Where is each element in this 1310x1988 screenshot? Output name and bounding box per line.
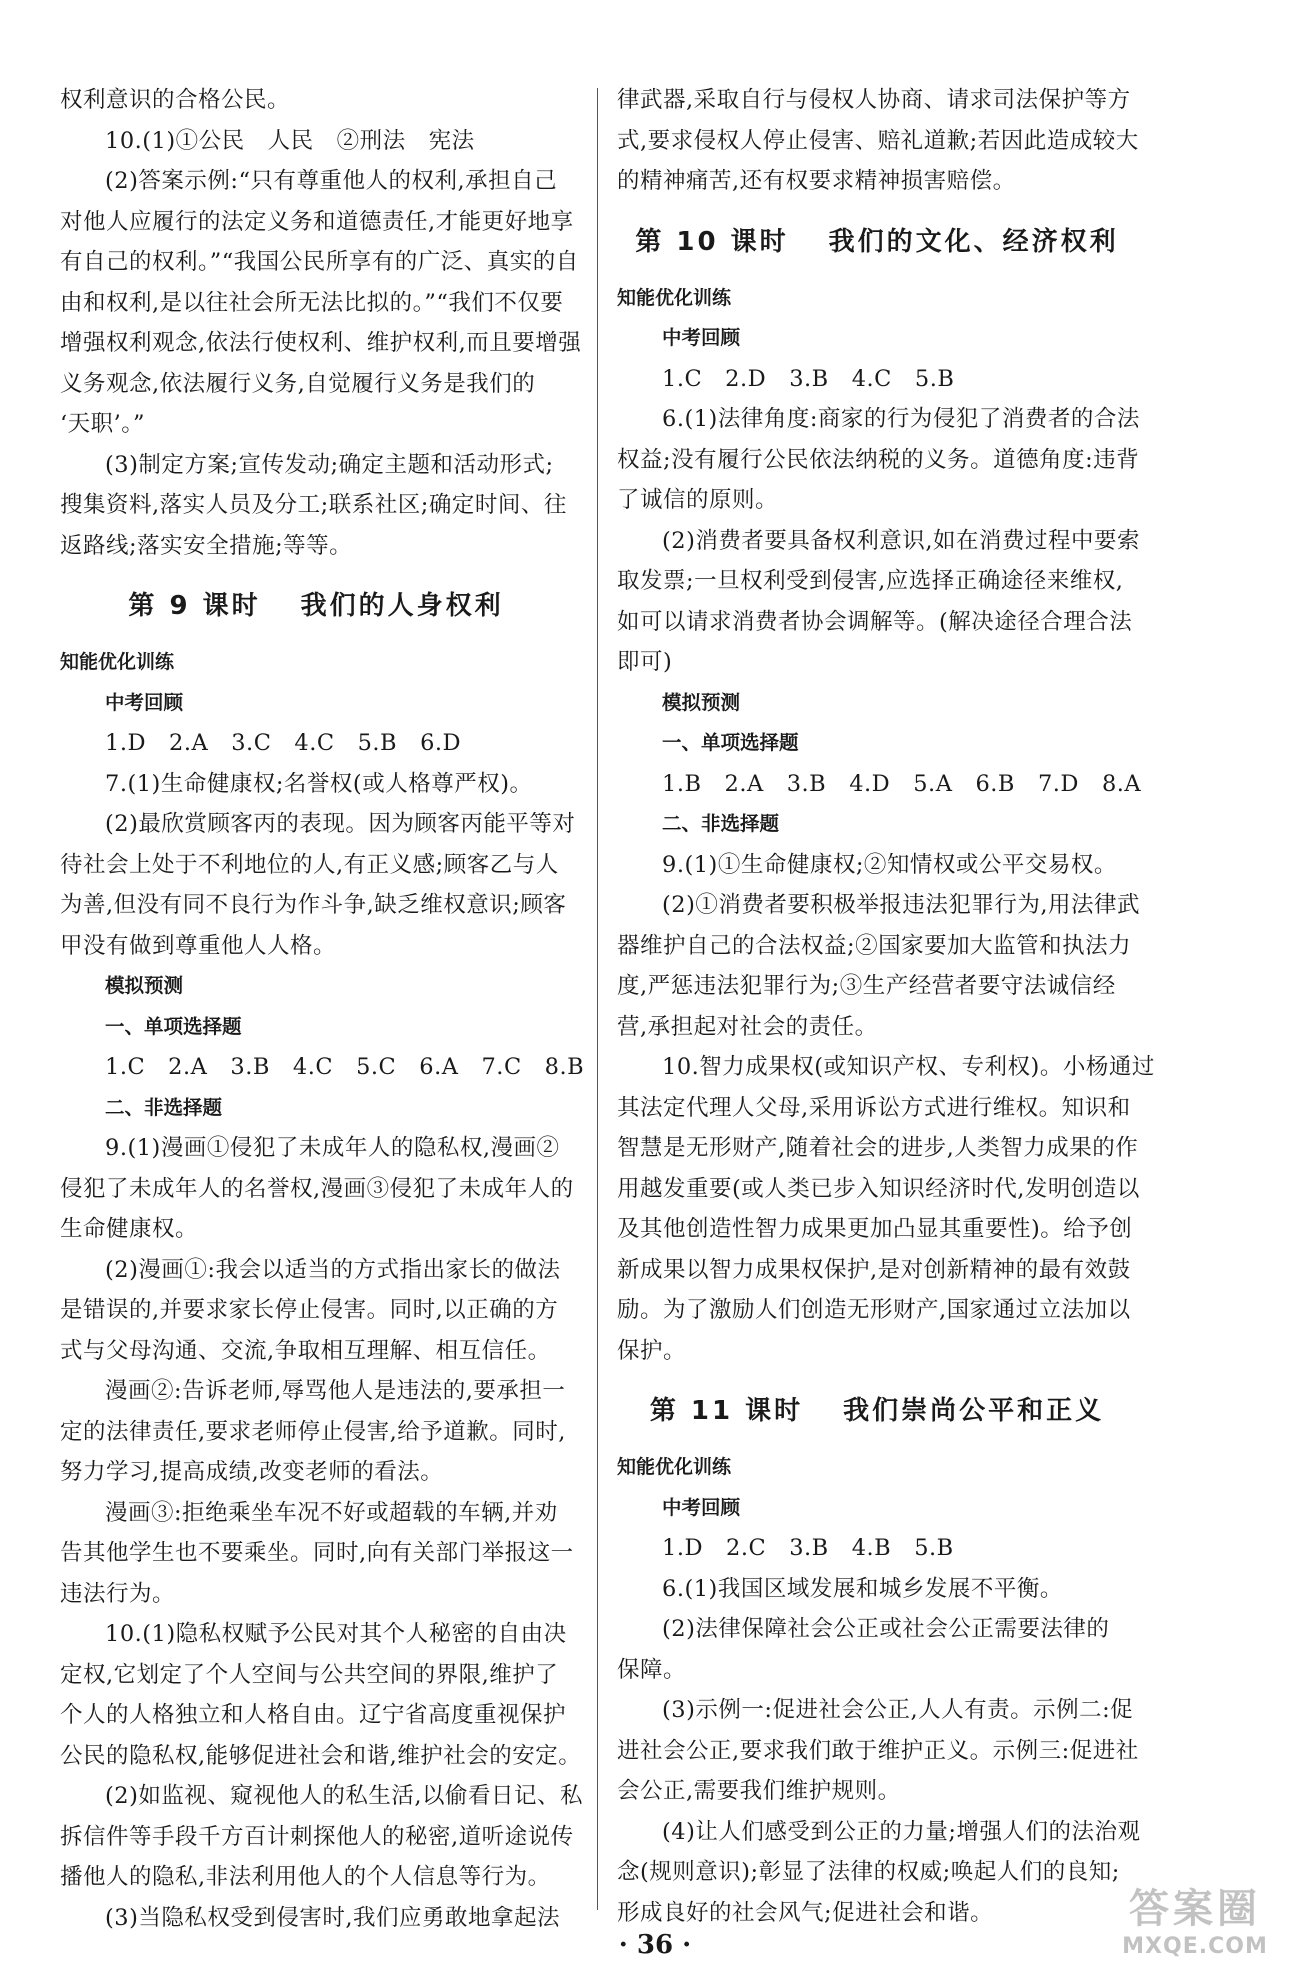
answer-line: (2)法律保障社会公正或社会公正需要法律的	[662, 1616, 1110, 1642]
answer-line: 1.D 2.A 3.C 4.C 5.B 6.D	[105, 730, 462, 756]
answer-line: 告其他学生也不要乘坐。同时,向有关部门举报这一	[60, 1540, 574, 1566]
answer-line: 10.智力成果权(或知识产权、专利权)。小杨通过	[662, 1054, 1155, 1080]
answer-line: (2)漫画①:我会以适当的方式指出家长的做法	[105, 1256, 561, 1283]
lesson-11-name: 我们崇尚公平和正义	[843, 1396, 1105, 1426]
answer-line: 待社会上处于不利地位的人,有正义感;顾客乙与人	[60, 851, 559, 878]
answer-line: 新成果以智力成果权保护,是对创新精神的最有效鼓	[617, 1256, 1131, 1283]
lesson-10-title	[617, 214, 1137, 270]
left-column	[60, 80, 585, 1938]
answer-line: 定的法律责任,要求老师停止侵害,给予道歉。同时,	[60, 1418, 566, 1445]
answer-line: 9.(1)①生命健康权;②知情权或公平交易权。	[662, 851, 1117, 878]
answer-line: 形成良好的社会风气;促进社会和谐。	[617, 1899, 994, 1926]
section-label: 知能优化训练	[617, 286, 732, 309]
answer-line: 及其他创造性智力成果更加凸显其重要性)。给予创	[617, 1216, 1133, 1242]
answer-line: 取发票;一旦权利受到侵害,应选择正确途径来维权,	[617, 568, 1124, 594]
answer-line: (3)示例一:促进社会公正,人人有责。示例二:促	[662, 1697, 1134, 1723]
answer-line: 生命健康权。	[60, 1216, 199, 1242]
right-column	[617, 80, 1155, 1933]
answer-line: 违法行为。	[60, 1580, 176, 1607]
answer-line: (2)如监视、窥视他人的私生活,以偷看日记、私	[105, 1783, 584, 1809]
non-choice-label: 二、非选择题	[105, 1095, 223, 1119]
answer-line: 10.(1)隐私权赋予公民对其个人秘密的自由决	[105, 1621, 567, 1647]
text-line: (3)制定方案;宣传发动;确定主题和活动形式;	[105, 451, 554, 478]
text-line: 有自己的权利。”“我国公民所享有的广泛、真实的自	[60, 249, 579, 275]
lesson-9-number: 第 9 课时	[128, 591, 261, 621]
answer-line: (4)让人们感受到公正的力量;增强人们的法治观	[662, 1818, 1141, 1845]
lesson-11-number: 第 11 课时	[649, 1396, 804, 1426]
answer-line: 定权,它划定了个人空间与公共空间的界限,维护了	[60, 1661, 559, 1688]
text-line: 式,要求侵权人停止侵害、赔礼道歉;若因此造成较大	[617, 127, 1139, 154]
answer-line: 6.(1)法律角度:商家的行为侵犯了消费者的合法	[662, 406, 1140, 432]
answer-line: 会公正,需要我们维护规则。	[617, 1778, 901, 1804]
answer-line: 1.C 2.D 3.B 4.C 5.B	[662, 365, 955, 392]
answer-line: 念(规则意识);彰显了法律的权威;唤起人们的良知;	[617, 1859, 1120, 1885]
site-watermark	[1100, 1884, 1290, 1970]
non-choice-label: 二、非选择题	[662, 812, 780, 835]
answer-line: 1.D 2.C 3.B 4.B 5.B	[662, 1535, 954, 1561]
answer-line: 进社会公正,要求我们敢于维护正义。示例三:促进社	[617, 1737, 1139, 1764]
column-divider	[597, 88, 598, 1910]
answer-line: (2)消费者要具备权利意识,如在消费过程中要索	[662, 527, 1141, 554]
lesson-9-name: 我们的人身权利	[300, 591, 504, 621]
answer-line: 即可)	[617, 649, 673, 675]
answer-line: 如可以请求消费者协会调解等。(解决途径合理合法	[617, 608, 1133, 635]
answer-line: 努力学习,提高成绩,改变老师的看法。	[60, 1459, 444, 1485]
answer-line: 7.(1)生命健康权;名誉权(或人格尊严权)。	[105, 770, 533, 797]
answer-line: 是错误的,并要求家长停止侵害。同时,以正确的方	[60, 1297, 559, 1323]
answer-line: 侵犯了未成年人的名誉权,漫画③侵犯了未成年人的	[60, 1175, 574, 1202]
lesson-11-title	[617, 1383, 1137, 1439]
single-choice-label: 一、单项选择题	[105, 1014, 242, 1038]
text-line: 返路线;落实安全措施;等等。	[60, 532, 353, 559]
review-label: 中考回顾	[662, 326, 741, 349]
single-choice-answers: 1.B 2.A 3.B 4.D 5.A 6.B 7.D 8.A	[662, 770, 1142, 797]
review-label: 中考回顾	[662, 1495, 741, 1519]
text-line: 10.(1)①公民 人民 ②刑法 宪法	[105, 127, 475, 154]
text-line: 增强权利观念,依法行使权利、维护权利,而且要增强	[60, 330, 582, 356]
mock-label: 模拟预测	[105, 974, 184, 997]
answer-line: 保障。	[617, 1656, 687, 1683]
answer-line: 公民的隐私权,能够促进社会和谐,维护社会的安定。	[60, 1742, 582, 1769]
answer-line: 拆信件等手段千方百计刺探他人的秘密,道听途说传	[60, 1823, 574, 1850]
section-label: 知能优化训练	[60, 651, 175, 673]
answer-line: 其法定代理人父母,采用诉讼方式进行维权。知识和	[617, 1094, 1131, 1121]
mock-label: 模拟预测	[662, 690, 741, 714]
lesson-9-title	[60, 578, 572, 634]
answer-line: 器维护自己的合法权益;②国家要加大监管和执法力	[617, 932, 1132, 959]
single-choice-label: 一、单项选择题	[662, 731, 799, 754]
text-line: 义务观念,依法履行义务,自觉履行义务是我们的	[60, 370, 536, 397]
answer-line: 为善,但没有同不良行为作斗争,缺乏维权意识;顾客	[60, 892, 567, 918]
text-line: 对他人应履行的法定义务和道德责任,才能更好地享	[60, 208, 574, 235]
watermark-url: MXQE.COM	[1122, 1934, 1268, 1959]
answer-line: 漫画②:告诉老师,辱骂他人是违法的,要承担一	[105, 1378, 566, 1404]
answer-line: (2)①消费者要积极举报违法犯罪行为,用法律武	[662, 892, 1141, 918]
review-label: 中考回顾	[105, 690, 184, 714]
text-line: ‘天职’。”	[60, 411, 146, 437]
answer-line: 式与父母沟通、交流,争取相互理解、相互信任。	[60, 1337, 551, 1364]
single-choice-answers: 1.C 2.A 3.B 4.C 5.C 6.A 7.C 8.B	[105, 1054, 585, 1080]
answer-line: 用越发重要(或人类已步入知识经济时代,发明创造以	[617, 1175, 1140, 1202]
answer-line: 保护。	[617, 1337, 687, 1364]
answer-line: (3)当隐私权受到侵害时,我们应勇敢地拿起法	[105, 1904, 561, 1931]
text-line: 律武器,采取自行与侵权人协商、请求司法保护等方	[617, 87, 1131, 113]
section-label: 知能优化训练	[617, 1456, 732, 1478]
answer-line: 智慧是无形财产,随着社会的进步,人类智力成果的作	[617, 1135, 1139, 1161]
answer-line: 了诚信的原则。	[617, 487, 779, 513]
answer-line: 漫画③:拒绝乘坐车况不好或超载的车辆,并劝	[105, 1499, 558, 1526]
answer-line: 权益;没有履行公民依法纳税的义务。道德角度:违背	[617, 446, 1140, 473]
answer-line: (2)最欣赏顾客丙的表现。因为顾客丙能平等对	[105, 811, 576, 837]
answer-line: 甲没有做到尊重他人人格。	[60, 932, 337, 959]
text-line: 权利意识的合格公民。	[60, 87, 291, 113]
text-line: (2)答案示例:“只有尊重他人的权利,承担自己	[105, 168, 558, 194]
watermark-logo: 答案圈	[1129, 1886, 1261, 1932]
text-line: 由和权利,是以往社会所无法比拟的。”“我们不仅要	[60, 289, 564, 316]
lesson-10-name: 我们的文化、经济权利	[828, 226, 1119, 257]
page-number: · 36 ·	[618, 1930, 692, 1960]
text-line: 搜集资料,落实人员及分工;联系社区;确定时间、往	[60, 492, 567, 518]
answer-line: 播他人的隐私,非法利用他人的个人信息等行为。	[60, 1864, 551, 1890]
answer-line: 个人的人格独立和人格自由。辽宁省高度重视保护	[60, 1702, 567, 1728]
answer-line: 营,承担起对社会的责任。	[617, 1013, 878, 1040]
answer-line: 6.(1)我国区域发展和城乡发展不平衡。	[662, 1575, 1063, 1602]
lesson-10-number: 第 10 课时	[635, 226, 789, 257]
answer-line: 9.(1)漫画①侵犯了未成年人的隐私权,漫画②	[105, 1135, 560, 1161]
text-line: 的精神痛苦,还有权要求精神损害赔偿。	[617, 168, 1016, 194]
answer-line: 度,严惩违法犯罪行为;③生产经营者要守法诚信经	[617, 973, 1116, 999]
answer-line: 励。为了激励人们创造无形财产,国家通过立法加以	[617, 1297, 1131, 1323]
